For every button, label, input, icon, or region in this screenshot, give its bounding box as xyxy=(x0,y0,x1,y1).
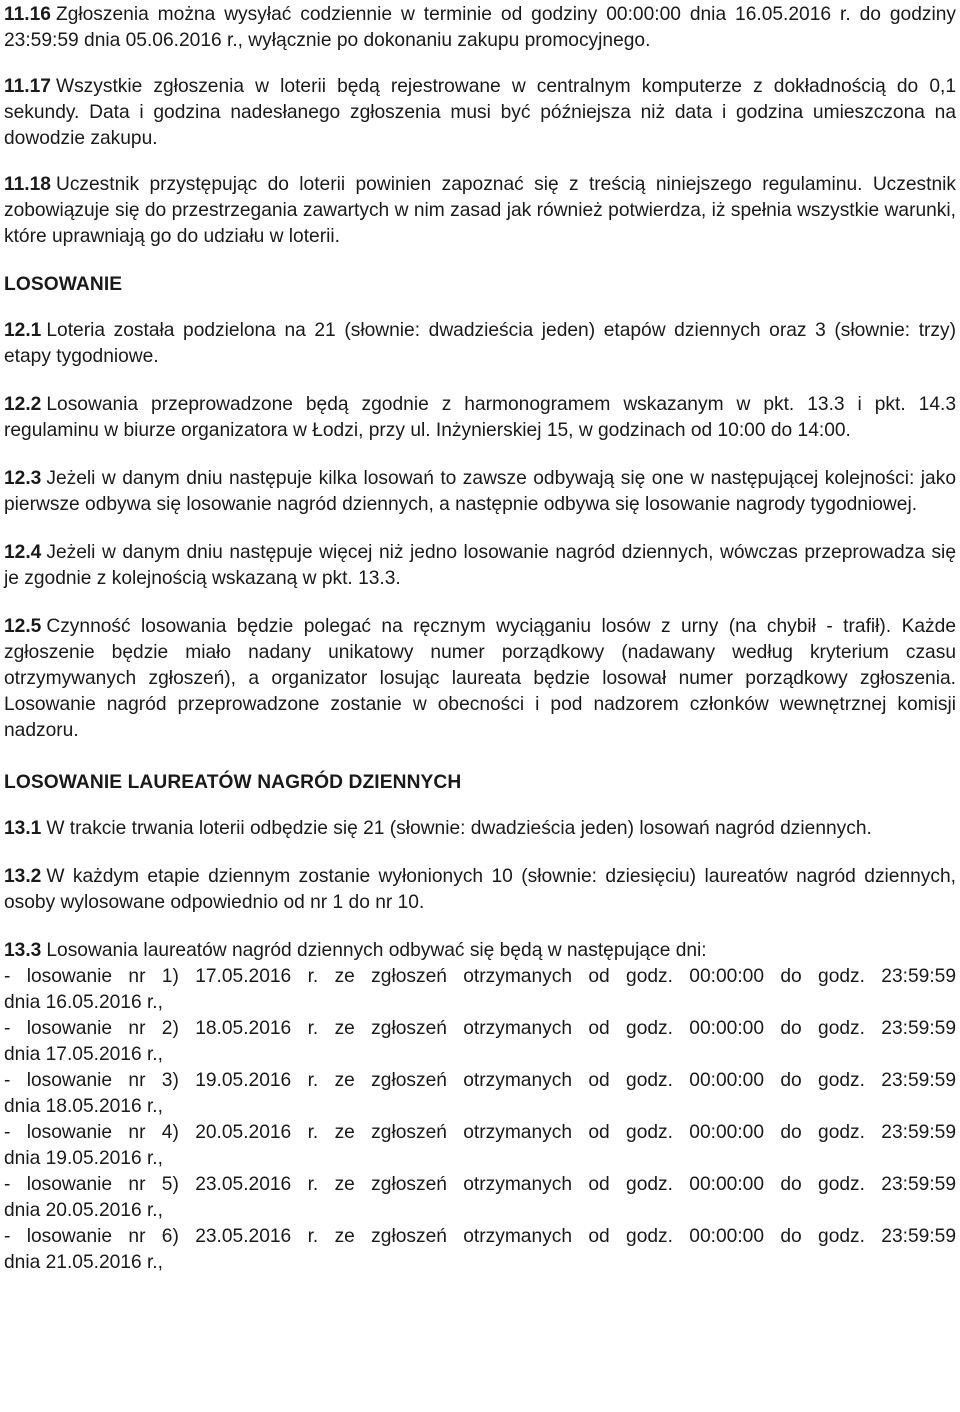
paragraph-12-5 xyxy=(4,614,956,744)
paragraph-number: 11.18 xyxy=(4,174,51,195)
draw-entry-date: dnia 16.05.2016 r., xyxy=(4,992,163,1013)
paragraph-12-1 xyxy=(4,318,956,370)
draw-entry-date: dnia 20.05.2016 r., xyxy=(4,1200,163,1221)
paragraph-text: W każdym etapie dziennym zostanie wyłonionych 10 (słownie: dziesięciu) laureatów nagród dziennych, osoby wylosowane odpowiednio od nr 1 do nr 10. xyxy=(4,866,956,913)
paragraph-number: 13.2 xyxy=(4,866,42,887)
draw-entry-date: dnia 18.05.2016 r., xyxy=(4,1096,163,1117)
paragraph-text: Losowania laureatów nagród dziennych odbywać się będą w następujące dni: xyxy=(46,940,707,961)
paragraph-number: 13.1 xyxy=(4,818,42,839)
paragraph-number: 13.3 xyxy=(4,940,42,961)
draw-entry-date: dnia 19.05.2016 r., xyxy=(4,1148,163,1169)
paragraph-number: 11.17 xyxy=(4,76,51,97)
paragraph-number: 12.1 xyxy=(4,320,42,341)
paragraph-text: Loteria została podzielona na 21 (słownie: dwadzieścia jeden) etapów dziennych oraz 3 (słownie: trzy) etapy tygodniowe. xyxy=(4,320,956,367)
draw-entry-line: - losowanie nr 3) 19.05.2016 r. ze zgłoszeń otrzymanych od godz. 00:00:00 do godz. 23:59:59 xyxy=(4,1070,956,1091)
paragraph-text: Jeżeli w danym dniu następuje kilka losowań to zawsze odbywają się one w następującej kolejności: jako pierwsze odbywa się losowanie nagród dziennych, a następnie odbywa się losowanie nagrody tygodniowej. xyxy=(4,468,956,515)
paragraph-text: W trakcie trwania loterii odbędzie się 21 (słownie: dwadzieścia jeden) losowań nagród dziennych. xyxy=(46,818,872,839)
regulations-page xyxy=(4,2,956,1276)
paragraph-13-2 xyxy=(4,864,956,916)
paragraph-text: Czynność losowania będzie polegać na ręcznym wyciąganiu losów z urny (na chybił - trafił). Każde zgłoszenie będzie miało nadany unikatowy numer porządkowy (nadawany według kryterium czasu otrzymywanych zgłoszeń), a organizator losując laureata będzie losował numer porządkowy zgłoszenia. Losowanie nagród przeprowadzone zostanie w obecności i pod nadzorem członków wewnętrznej komisji nadzoru. xyxy=(4,616,956,741)
paragraph-11-18 xyxy=(4,172,956,250)
draw-entry-line: - losowanie nr 4) 20.05.2016 r. ze zgłoszeń otrzymanych od godz. 00:00:00 do godz. 23:59:59 xyxy=(4,1122,956,1143)
paragraph-text: Jeżeli w danym dniu następuje więcej niż jedno losowanie nagród dziennych, wówczas przeprowadza się je zgodnie z kolejnością wskazaną w pkt. 13.3. xyxy=(4,542,956,589)
section-heading-losowanie: LOSOWANIE xyxy=(4,274,123,295)
draw-entry-line: - losowanie nr 5) 23.05.2016 r. ze zgłoszeń otrzymanych od godz. 00:00:00 do godz. 23:59:59 xyxy=(4,1174,956,1195)
paragraph-text: Wszystkie zgłoszenia w loterii będą rejestrowane w centralnym komputerze z dokładnością do 0,1 sekundy. Data i godzina nadesłanego zgłoszenia musi być późniejsza niż data i godzina umieszczona na dowodzie zakupu. xyxy=(4,76,956,149)
paragraph-number: 12.2 xyxy=(4,394,42,415)
paragraph-13-3-intro xyxy=(4,938,956,964)
paragraph-11-17 xyxy=(4,74,956,152)
paragraph-number: 12.4 xyxy=(4,542,42,563)
paragraph-text: Uczestnik przystępując do loterii powinien zapoznać się z treścią niniejszego regulaminu. Uczestnik zobowiązuje się do przestrzegania zawartych w nim zasad jak również potwierdza, iż spełnia wszystkie warunki, które uprawniają go do udziału w loterii. xyxy=(4,174,956,247)
paragraph-text: Zgłoszenia można wysyłać codziennie w terminie od godziny 00:00:00 dnia 16.05.2016 r. do godziny 23:59:59 dnia 05.06.2016 r., wyłącznie po dokonaniu zakupu promocyjnego. xyxy=(4,4,956,51)
draw-entry-line: - losowanie nr 1) 17.05.2016 r. ze zgłoszeń otrzymanych od godz. 00:00:00 do godz. 23:59:59 xyxy=(4,966,956,987)
section-heading-laureaci: LOSOWANIE LAUREATÓW NAGRÓD DZIENNYCH xyxy=(4,772,462,793)
paragraph-13-1 xyxy=(4,816,956,842)
draw-entry-line: - losowanie nr 6) 23.05.2016 r. ze zgłoszeń otrzymanych od godz. 00:00:00 do godz. 23:59:59 xyxy=(4,1226,956,1247)
paragraph-text: Losowania przeprowadzone będą zgodnie z harmonogramem wskazanym w pkt. 13.3 i pkt. 14.3 regulaminu w biurze organizatora w Łodzi, przy ul. Inżynierskiej 15, w godzinach od 10:00 do 14:00. xyxy=(4,394,956,441)
paragraph-12-2 xyxy=(4,392,956,444)
paragraph-12-4 xyxy=(4,540,956,592)
draw-entry-date: dnia 21.05.2016 r., xyxy=(4,1252,163,1273)
paragraph-12-3 xyxy=(4,466,956,518)
draw-entry-line: - losowanie nr 2) 18.05.2016 r. ze zgłoszeń otrzymanych od godz. 00:00:00 do godz. 23:59:59 xyxy=(4,1018,956,1039)
draw-entry-date: dnia 17.05.2016 r., xyxy=(4,1044,163,1065)
paragraph-number: 11.16 xyxy=(4,4,51,25)
paragraph-number: 12.3 xyxy=(4,468,42,489)
paragraph-number: 12.5 xyxy=(4,616,42,637)
paragraph-13-3 xyxy=(4,938,956,1276)
paragraph-11-16 xyxy=(4,2,956,54)
